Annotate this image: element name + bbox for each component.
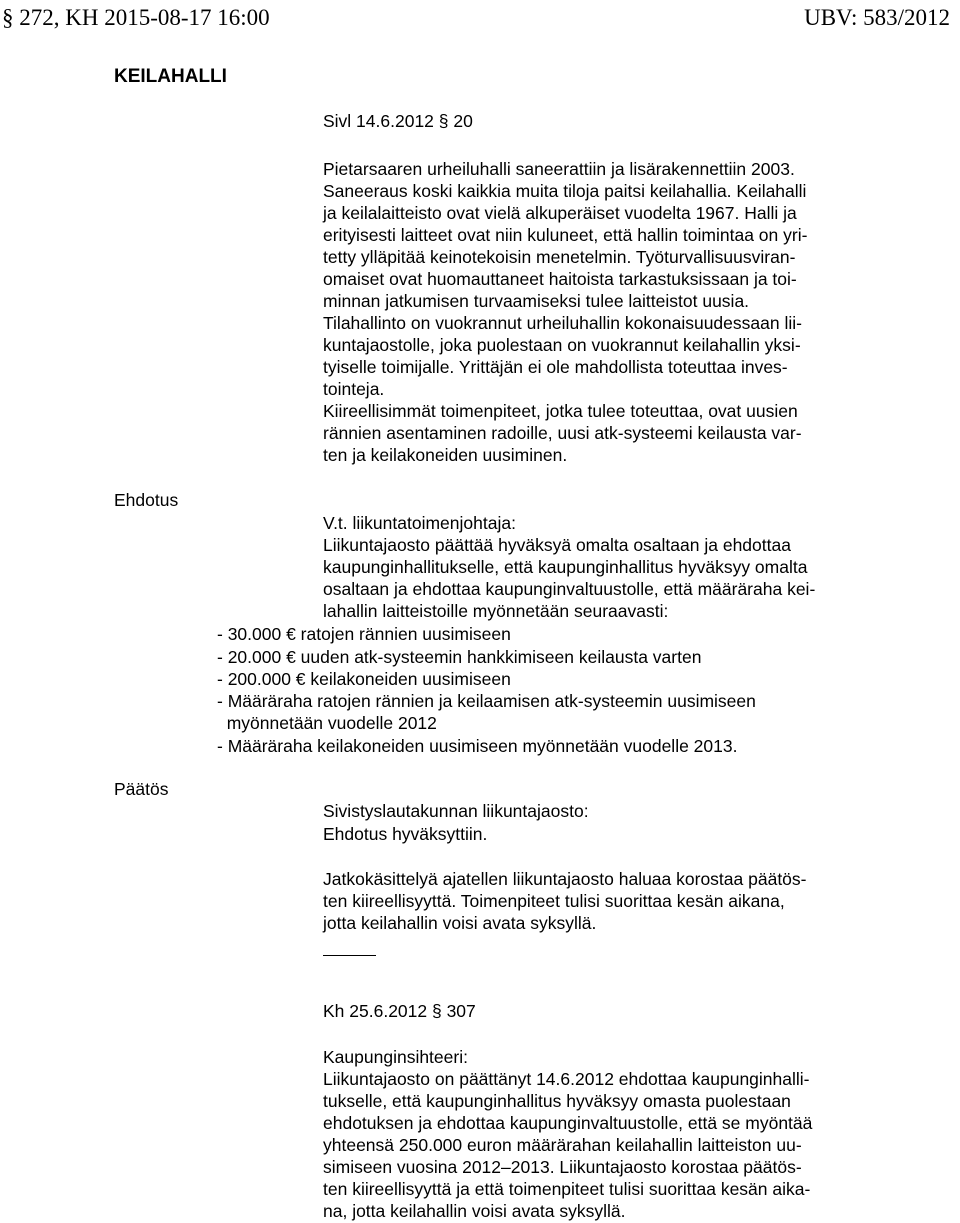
body-line: Tilahallinto on vuokrannut urheiluhallin kokonaisuudessaan lii- [323, 313, 802, 333]
body-line: omaiset ovat huomauttaneet haitoista tarkastuksissaan ja toi- [323, 269, 797, 289]
proposal-line: kaupunginhallitukselle, että kaupunginhallitus hyväksyy omalta [323, 557, 808, 577]
proposal-line: osaltaan ja ehdottaa kaupunginvaltuustolle, että määräraha kei- [323, 579, 816, 599]
proposal-line: Liikuntajaosto päättää hyväksyä omalta osaltaan ja ehdottaa [323, 535, 791, 555]
header-case-ref: § 272, KH 2015-08-17 16:00 [2, 5, 270, 30]
body-line: kuntajaostolle, joka puolestaan on vuokrannut keilahallin yksi- [323, 335, 801, 355]
body-line: tointeja. [323, 379, 385, 399]
body-line: Kiireellisimmät toimenpiteet, jotka tulee toteuttaa, ovat uusien [323, 401, 798, 421]
proposal-line: lahallin laitteistoille myönnetään seuraavasti: [323, 601, 669, 621]
body-line: ja keilalaitteisto ovat vielä alkuperäiset vuodelta 1967. Halli ja [323, 203, 797, 223]
kh-line: na, jotta keilahallin voisi avata syksyllä. [323, 1201, 626, 1221]
kh-line: ehdotuksen ja ehdottaa kaupunginvaltuustolle, että se myöntää [323, 1113, 813, 1133]
proposal-line: V.t. liikuntatoimenjohtaja: [323, 513, 516, 533]
kh-line: Kaupunginsihteeri: [323, 1047, 468, 1067]
body-line: tetty ylläpitää keinotekoisin menetelmin. Työturvallisuusviran- [323, 247, 796, 267]
body-line: rännien asentaminen radoille, uusi atk-systeemi keilausta var- [323, 423, 802, 443]
kh-line: tukselle, että kaupunginhallitus hyväksyy omasta puolestaan [323, 1091, 791, 1111]
decision-line: Ehdotus hyväksyttiin. [323, 824, 488, 844]
body-line: ten ja keilakoneiden uusiminen. [323, 445, 568, 465]
page-title: KEILAHALLI [114, 66, 227, 87]
kh-line: ten kiireellisyyttä ja että toimenpiteet tulisi suorittaa kesän aika- [323, 1179, 811, 1199]
label-ehdotus: Ehdotus [114, 490, 179, 510]
separator-rule [323, 955, 376, 956]
body-line: Pietarsaaren urheiluhalli saneerattiin ja lisärakennettiin 2003. [323, 159, 795, 179]
allocation-item: - Määräraha ratojen rännien ja keilaamisen atk-systeemin uusimiseen [217, 691, 756, 711]
decision-line: Sivistyslautakunnan liikuntajaosto: [323, 801, 589, 821]
body-line: tyiselle toimijalle. Yrittäjän ei ole mahdollista toteuttaa inves- [323, 357, 788, 377]
followup-line: Jatkokäsittelyä ajatellen liikuntajaosto haluaa korostaa päätös- [323, 869, 807, 889]
allocation-item: - 200.000 € keilakoneiden uusimiseen [217, 669, 511, 689]
body-line: erityisesti laitteet ovat niin kuluneet, että hallin toimintaa on yri- [323, 225, 808, 245]
allocation-item: myönnetään vuodelle 2012 [217, 713, 437, 733]
body-line: minnan jatkumisen turvaamiseksi tulee laitteistot uusia. [323, 291, 750, 311]
kh-line: Liikuntajaosto on päättänyt 14.6.2012 ehdottaa kaupunginhalli- [323, 1069, 810, 1089]
label-paatos: Päätös [114, 779, 169, 799]
body-line: Saneeraus koski kaikkia muita tiloja paitsi keilahallia. Keilahalli [323, 181, 807, 201]
kh-line: yhteensä 250.000 euron määrärahan keilahallin laitteiston uu- [323, 1135, 802, 1155]
followup-line: ten kiireellisyyttä. Toimenpiteet tulisi suorittaa kesän aikana, [323, 891, 785, 911]
allocation-item: - 20.000 € uuden atk-systeemin hankkimiseen keilausta varten [217, 647, 702, 667]
header-ubv-ref: UBV: 583/2012 [804, 5, 950, 30]
kh-reference: Kh 25.6.2012 § 307 [323, 1001, 476, 1021]
allocation-item: - Määräraha keilakoneiden uusimiseen myönnetään vuodelle 2013. [217, 736, 738, 756]
kh-line: simiseen vuosina 2012–2013. Liikuntajaosto korostaa päätös- [323, 1157, 802, 1177]
sivl-reference: Sivl 14.6.2012 § 20 [323, 111, 473, 131]
followup-line: jotta keilahallin voisi avata syksyllä. [323, 913, 597, 933]
allocation-item: - 30.000 € ratojen rännien uusimiseen [217, 624, 511, 644]
